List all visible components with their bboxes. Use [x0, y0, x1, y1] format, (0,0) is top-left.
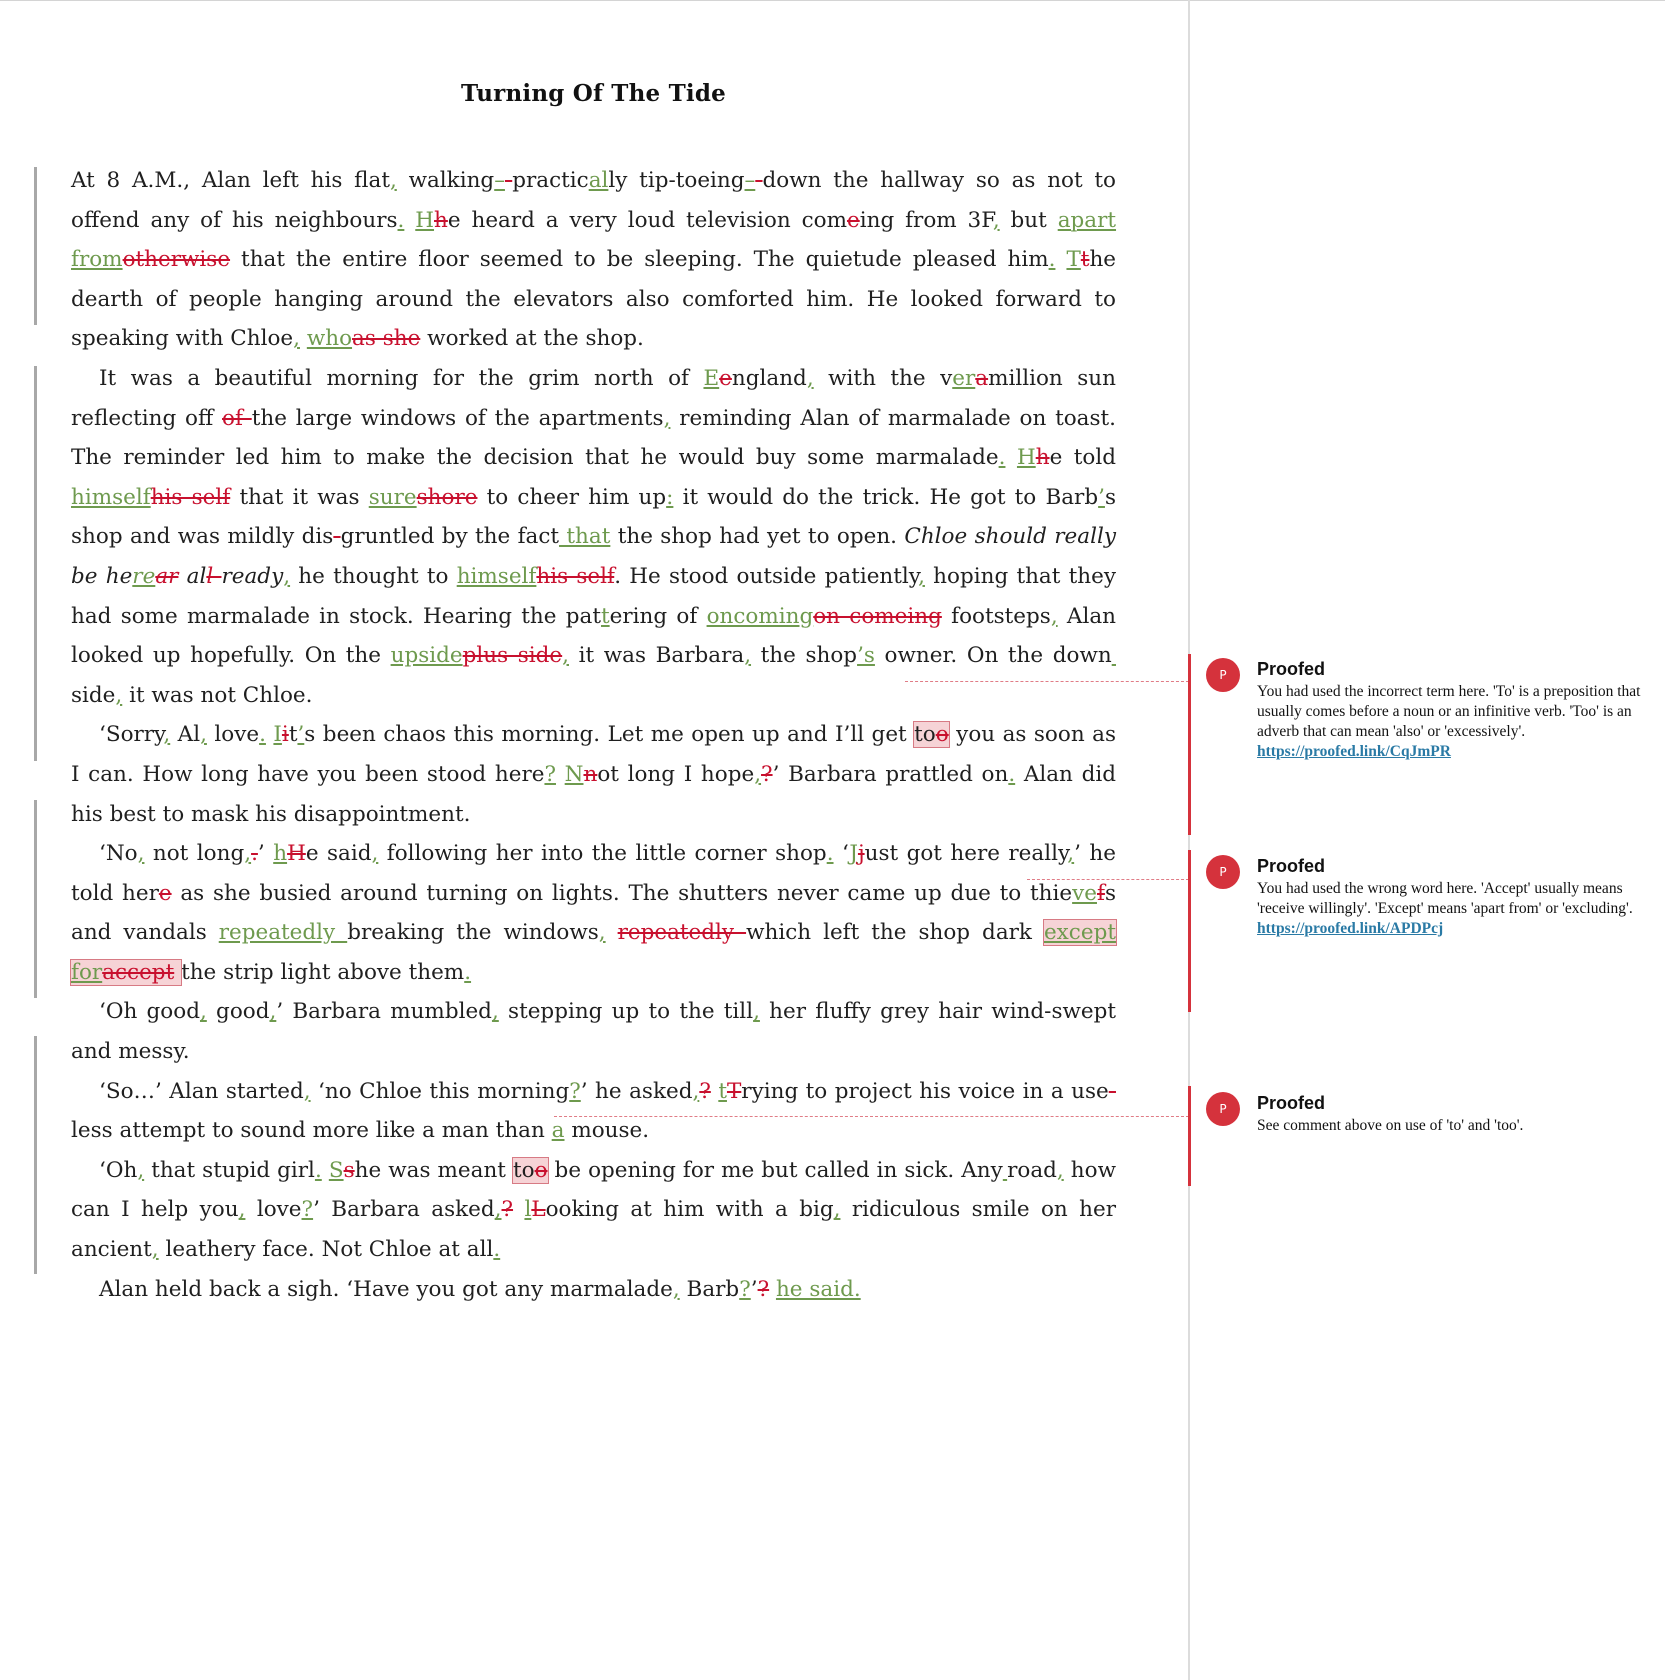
comment-text: You had used the wrong word here. 'Accept' usually means 'receive willingly'. 'Except' means 'apart from' or 'excluding'. [1257, 880, 1633, 917]
comment-connector [905, 681, 1189, 682]
change-bar [34, 366, 37, 761]
comment-link[interactable]: https://proofed.link/APDPcj [1257, 920, 1444, 937]
change-bar [34, 167, 37, 325]
document-title: Turning Of The Tide [461, 80, 726, 107]
paragraph[interactable]: ‘Oh, that stupid girl. Sshe was meant too be opening for me but called in sick. Any road, how can I help you, love?’ Barbara asked,? lLooking at him with a big, ridiculous smile on her ancient, leathery face. Not Chloe at all. [71, 1157, 1116, 1263]
comment-author: Proofed [1257, 856, 1326, 876]
comment-anchor-1[interactable]: too [914, 722, 949, 748]
comment-connector [554, 1116, 1189, 1117]
top-border [0, 0, 1665, 1]
comment-author: Proofed [1257, 1093, 1326, 1113]
paragraph[interactable]: ‘Oh good, good,’ Barbara mumbled, stepping up to the till, her fluffy grey hair wind-swept and messy. [71, 999, 1117, 1065]
paragraph[interactable]: ‘Sorry, Al, love. Iit’s been chaos this morning. Let me open up and I’ll get too you as soon as I can. How long have you been stood here? Nnot long I hope,?’ Barbara prattled on. Alan did his best to mask his disappointment. [71, 722, 1116, 827]
comment-text: You had used the incorrect term here. 'To' is a preposition that usually comes before a noun or an infinitive verb. 'Too' is an adverb that can mean 'also' or 'excessively'. [1257, 683, 1641, 740]
comment-bar [1188, 850, 1191, 1012]
paragraph[interactable]: It was a beautiful morning for the grim north of Eengland, with the veramillion sun reflecting off of the large windows of the apartments, reminding Alan of marmalade on toast. The reminder led him to make the decision that he would buy some marmalade. Hhe told himselfhis self that it was sureshore to cheer him up: it would do the trick. He got to Barb’s shop and was mildly dis-gruntled by the fact that the shop had yet to open. Chloe should really be herear all ready, he thought to himselfhis self. He stood outside patiently, hoping that they had some marmalade in stock. Hearing the pattering of oncomingon comeing footsteps, Alan looked up hopefully. On the upsideplus side, it was Barbara, the shop’s owner. On the down side, it was not Chloe. [71, 365, 1117, 708]
paragraph[interactable]: At 8 A.M., Alan left his flat, walking–-practically tip-toeing–-down the hallway so as not to ofend any of his neighbours. Hhe heard a very loud television comeing from 3F, but apart fromotherwise that the entire floor seemed to be sleeping. The quietude pleased him. Tthe dearth of people hanging around the elevators also comforted him. He looked forward to speaking with Chloe, whoas she worked at the shop. [71, 168, 1117, 352]
change-bar [34, 800, 37, 998]
comment-text: See comment above on use of 'to' and 'too'. [1257, 1117, 1524, 1134]
comment-pane-divider [1188, 0, 1190, 1680]
avatar: P [1206, 855, 1240, 889]
comment-connector [1027, 879, 1189, 880]
paragraph[interactable]: ‘So…’ Alan started, ‘no Chloe this morning?’ he asked,? tTrying to project his voice in a use-less attempt to sound more like a man than a mouse. [71, 1078, 1116, 1144]
avatar: P [1206, 1092, 1240, 1126]
comment-link[interactable]: https://proofed.link/CqJmPR [1257, 743, 1451, 760]
paragraph[interactable]: ‘No, not long,.’ hHe said, following her into the little corner shop. ‘Jjust got here really,’ he told here as she busied around turning on lights. The shutters never came up due to thievefs and vandals repeatedly breaking the windows, repeatedly which left the shop dark except foraccept the strip light above them. [71, 841, 1116, 985]
comment-bar [1188, 654, 1191, 835]
comment-anchor-2[interactable]: except foraccept [71, 920, 1116, 985]
document-body[interactable] [71, 161, 1116, 1309]
avatar: P [1206, 658, 1240, 692]
paragraph[interactable]: Alan held back a sigh. ‘Have you got any marmalade, Barb?’? he said. [99, 1276, 861, 1302]
change-bar [34, 1036, 37, 1274]
comment-anchor-3[interactable]: too [512, 1157, 548, 1183]
comment-bar [1188, 1086, 1191, 1186]
comment-author: Proofed [1257, 659, 1326, 679]
